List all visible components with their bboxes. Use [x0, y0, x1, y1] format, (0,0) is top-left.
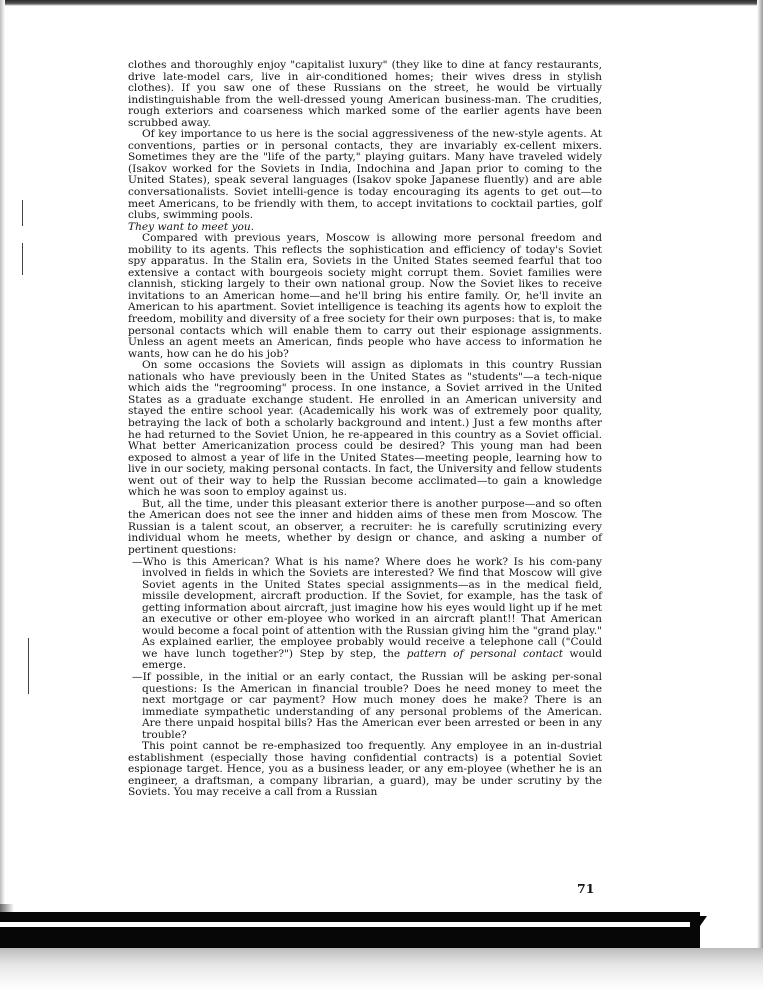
- paragraph: Compared with previous years, Moscow is allowing more personal freedom and mobility to its agents. This reflects the sophistication and efficiency of today's Soviet spy apparatus. In the Stalin era, Soviets in the United States seemed fearful that too extensive a contact with bourgeois society might corrupt them. Soviet families were clannish, sticking largely to their own national group. Now the Soviet likes to receive invitations to an American home—and he'll bring his entire family. Or, he'll invite an American to his apartment. Soviet intelligence is teaching its agents how to exploit the freedom, mobility and diversity of a free society for their own purposes: that is, to make personal contacts which will enable them to carry out their espionage assignments. Unless an agent meets an American, finds people who have access to information he wants, how can he do his job?: [128, 232, 602, 360]
- paragraph: clothes and thoroughly enjoy "capitalist luxury" (they like to dine at fancy restaurants, drive late-model cars, live in air-conditioned homes; their wives dress in stylish clothes). If you saw one of these Russians on the street, he would be virtually indistinguishable from the well-dressed young American business-man. The crudities, rough exteriors and coarseness which marked some of the earlier agents have been scrubbed away.: [128, 59, 602, 129]
- margin-mark: [22, 243, 23, 275]
- paragraph: Of key importance to us here is the social aggressiveness of the new-style agents. At conventions, parties or in personal contacts, they are invariably ex-cellent mixers. Sometimes they are the "life of the party," playing guitars. Many have traveled widely (Isakov worked for the Soviets in India, Indochina and Japan prior to coming to the United States), speak several languages (Isakov spoke Japanese fluently) and are able conversationalists. Soviet intelli-gence is today encouraging its agents to get out—to meet Americans, to be friendly with them, to accept invitations to cocktail parties, golf clubs, swimming pools.: [128, 128, 602, 222]
- paragraph: But, all the time, under this pleasant exterior there is another purpose—and so often the American does not see the inner and hidden aims of these men from Moscow. The Russian is a talent scout, an observer, a recruiter: he is carefully scrutinizing every individual whom he meets, whether by design or chance, and asking a number of pertinent questions:: [128, 497, 602, 556]
- margin-mark: [28, 638, 29, 694]
- band-line: [0, 922, 690, 927]
- list-item: [128, 557, 602, 672]
- page-number: 71: [577, 881, 595, 896]
- paragraph: This point cannot be re-emphasized too frequently. Any employee in an in-dustrial establishment (especially those having confidential contracts) is a potential Soviet espionage target. Hence, you as a business leader, or any em-ployee (whether he is an engineer, a draftsman, a company librarian, a guard), may be under scrutiny by the Soviets. You may receive a call from a Russian: [128, 740, 602, 799]
- margin-mark: [22, 200, 23, 226]
- band-dark: [0, 912, 700, 948]
- emphasis-text: They want to meet you.: [128, 220, 255, 233]
- scan-right-edge: [757, 0, 763, 990]
- band-tail: [0, 948, 763, 990]
- paragraph: On some occasions the Soviets will assign as diplomats in this country Russian nationals who have previously been in the United States as "students"—a tech-nique which aids the "regrooming" process. In one instance, a Soviet arrived in the United States as a graduate exchange student. He enrolled in an American university and stayed the entire school year. (Academically his work was of extremely poor quality, betraying the lack of both a scholarly background and intent.) Just a few months after he had returned to the Soviet Union, he re-appeared in this country as a Soviet official. What better Americanization process could be desired? This young man had been exposed to almost a year of life in the United States—meeting people, learning how to live in our society, making personal contacts. In fact, the University and fellow students went out of their way to help the Russian become acclimated—to gain a knowledge which he was soon to employ against us.: [128, 359, 602, 499]
- list-item-text: —Who is this American? What is his name? Where does he work? Is his com-pany involved in fields in which the Soviets are interested? We find that Moscow will give Soviet agents in the United States special assignments—as in the medical field, missile development, aircraft production. If the Soviet, for example, has the task of getting information about aircraft, just imagine how his eyes would light up if he met an executive or other em-ployee who worked in an aircraft plant!! That American would become a focal point of attention with the Russian giving him the "grand play." As explained earlier, the employee probably would receive a telephone call ("Could we have lunch together?") Step by step, the: [132, 555, 602, 660]
- scan-top-edge: [0, 0, 763, 6]
- list-item-text: would emerge.: [142, 647, 602, 672]
- scan-bottom-band: [0, 912, 763, 990]
- list-item: —If possible, in the initial or an early contact, the Russian will be asking per-sonal questions: Is the American in financial trouble? Does he need money to meet the next mortgage or car payment? How much money does he make? There is an immediate sympathetic understanding of any personal problems of the American. Are there unpaid hospital bills? Has the American ever been arrested or been in any trouble?: [132, 670, 602, 741]
- emphasis-text: pattern of personal contact: [406, 647, 563, 660]
- scan-left-edge: [0, 0, 5, 990]
- article-text: [128, 60, 602, 799]
